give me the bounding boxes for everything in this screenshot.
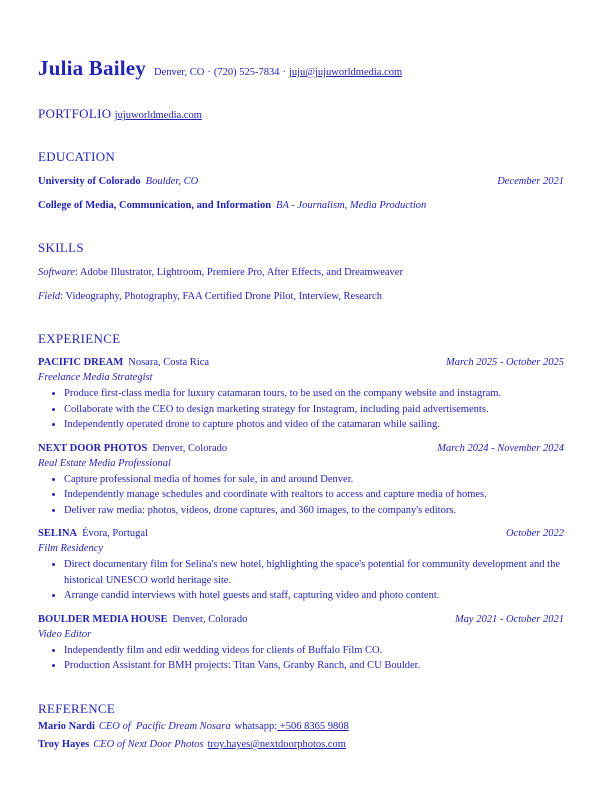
job-dates: May 2021 - October 2021	[454, 613, 564, 625]
job-role: Real Estate Media Professional	[38, 457, 171, 469]
job-header-row	[38, 613, 564, 627]
job-bullet: • Deliver raw media: photos, videos, drone captures, and 360 images, to the company's editors.	[64, 503, 564, 519]
education-school-line	[38, 175, 198, 189]
skills-section	[38, 240, 564, 304]
company-name: NEXT DOOR PHOTOS	[38, 442, 148, 454]
education-school-row	[38, 175, 564, 189]
person-name: Julia Bailey	[38, 56, 146, 80]
reference-entry	[38, 737, 564, 754]
job-entry	[38, 356, 564, 433]
job-bullet: • Independently operated drone to capture photos and video of the catamaran while sailing.	[64, 417, 564, 433]
job-company-line	[38, 442, 227, 456]
college-name: College of Media, Communication, and Information	[38, 200, 272, 211]
skills-software-row	[38, 266, 564, 280]
job-dates: March 2025 - October 2025	[445, 357, 564, 368]
contact-phone: (720) 525-7834	[213, 67, 280, 78]
contact-email-link[interactable]: juju@jujuworldmedia.com	[288, 67, 403, 78]
portfolio-heading: PORTFOLIO	[38, 106, 112, 121]
company-location: Nosara, Costa Rica	[128, 357, 210, 368]
job-dates: March 2024 - November 2024	[437, 442, 564, 454]
experience-heading: EXPERIENCE	[38, 331, 121, 346]
skill-value: : Videography, Photography, FAA Certified Drone Pilot, Interview, Research	[60, 291, 382, 302]
skill-label: Software	[38, 267, 75, 278]
job-bullet: • Arrange candid interviews with hotel guests and staff, capturing video and photo content.	[64, 588, 564, 604]
job-company-line	[38, 613, 247, 627]
job-role: Film Residency	[38, 543, 104, 554]
job-entry	[38, 527, 564, 604]
job-role: Video Editor	[38, 628, 92, 640]
job-bullet: • Direct documentary film for Selina's new hotel, highlighting the space's potential for community development and the historical UNESCO world heritage site.	[64, 557, 564, 588]
school-name: University of Colorado	[38, 176, 141, 187]
job-company-line	[38, 527, 148, 541]
skills-field-row	[38, 290, 564, 304]
skill-value: : Adobe Illustrator, Lightroom, Premiere Pro, After Effects, and Dreamweaver	[74, 267, 403, 278]
reference-email-link[interactable]: troy.hayes@nextdoorphotos.com	[207, 739, 346, 750]
job-entry	[38, 613, 564, 674]
job-bullet-list	[38, 557, 564, 604]
school-location: Boulder, CO	[145, 176, 199, 187]
job-bullet: • Produce first-class media for luxury catamaran tours, to be used on the company website and instagram.	[64, 386, 564, 402]
reference-heading: REFERENCE	[38, 700, 116, 716]
company-location: Denver, Colorado	[172, 613, 248, 625]
skills-heading: SKILLS	[38, 240, 84, 255]
degree: BA - Journalism, Media Production	[276, 200, 427, 211]
education-college-row	[38, 199, 564, 213]
education-college-line	[38, 199, 426, 213]
reference-whatsapp-link[interactable]: +506 8365 9808	[277, 720, 349, 732]
reference-title: CEO of Next Door Photos	[93, 739, 204, 750]
job-bullet-list	[38, 643, 564, 674]
job-header-row	[38, 356, 564, 370]
reference-contact-label: whatsapp:	[234, 720, 278, 732]
contact-line	[154, 67, 402, 78]
job-bullet-list	[38, 386, 564, 433]
job-bullet-list	[38, 472, 564, 519]
job-dates: October 2022	[505, 528, 564, 539]
reference-name: Mario Nardi	[38, 720, 95, 732]
company-location: Denver, Colorado	[152, 442, 228, 454]
job-header-row	[38, 527, 564, 541]
company-name: BOULDER MEDIA HOUSE	[38, 613, 168, 625]
skill-label: Field	[38, 291, 61, 302]
header	[38, 56, 564, 81]
portfolio-url-link[interactable]: jujuworldmedia.com	[114, 110, 202, 121]
company-name: PACIFIC DREAM	[38, 357, 124, 368]
portfolio-section	[38, 106, 564, 122]
education-heading: EDUCATION	[38, 149, 116, 164]
contact-separator: ·	[207, 67, 211, 78]
contact-location: Denver, CO	[154, 67, 205, 78]
job-bullet: • Collaborate with the CEO to design marketing strategy for Instagram, including paid advertisements.	[64, 402, 564, 418]
job-company-line	[38, 356, 209, 370]
reference-section	[38, 701, 564, 754]
company-location: Évora, Portugal	[82, 528, 149, 539]
job-bullet: • Independently manage schedules and coordinate with realtors to access and capture media of homes.	[64, 487, 564, 503]
reference-title: CEO of Pacific Dream Nosara	[98, 720, 231, 732]
education-section	[38, 149, 564, 213]
job-header-row	[38, 442, 564, 456]
company-name: SELINA	[38, 528, 78, 539]
reference-entry	[38, 719, 564, 736]
experience-section	[38, 331, 564, 674]
job-bullet: • Capture professional media of homes for sale, in and around Denver.	[64, 472, 564, 488]
contact-separator: ·	[282, 67, 286, 78]
job-role: Freelance Media Strategist	[38, 372, 153, 383]
job-entry	[38, 442, 564, 519]
job-bullet: • Production Assistant for BMH projects: Titan Vans, Granby Ranch, and CU Boulder.	[64, 658, 564, 674]
reference-name: Troy Hayes	[38, 739, 90, 750]
job-bullet: • Independently film and edit wedding videos for clients of Buffalo Film CO.	[64, 643, 564, 659]
education-date: December 2021	[497, 176, 564, 187]
